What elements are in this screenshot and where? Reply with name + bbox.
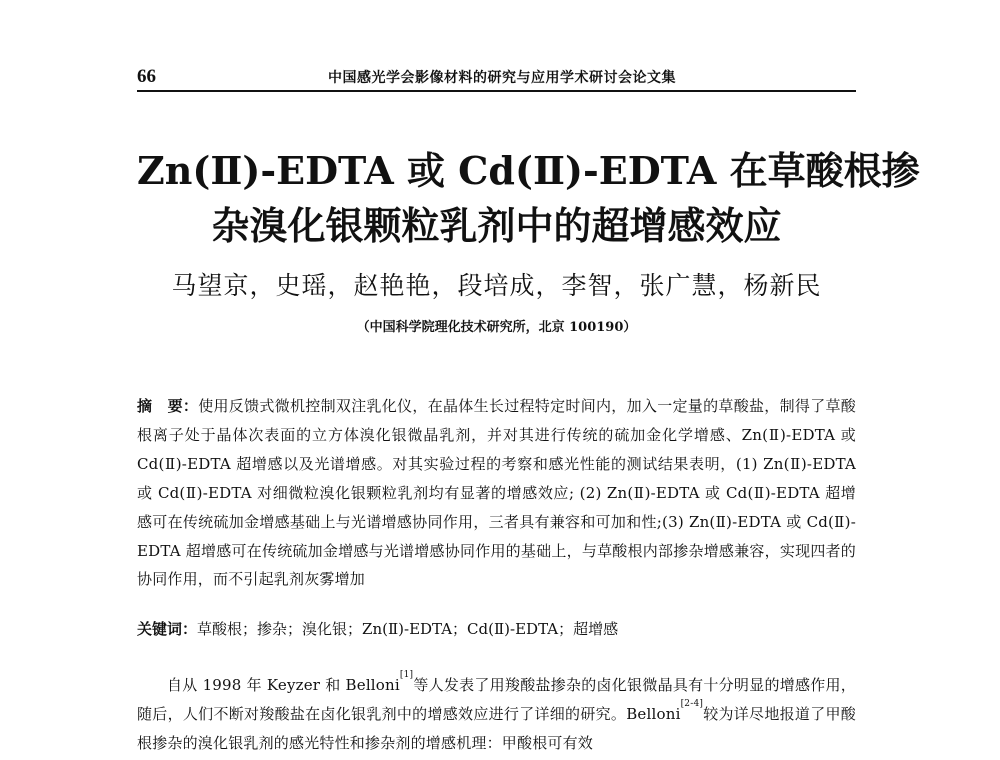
intro-text-2: 等人发表了用羧酸盐掺杂的卤化银微晶具有十分明显的增感作用，随后，人们不断对羧酸盐在卤化银乳剂中的增感效应进行了详细的研究。Belloni (137, 676, 856, 723)
citation-ref-2: [2-4] (680, 699, 704, 709)
abstract-label: 摘 要： (137, 397, 199, 415)
citation-ref-1: [1] (399, 670, 414, 680)
paper-title-line-2: 杂溴化银颗粒乳剂中的超增感效应 (211, 203, 782, 248)
intro-text-3: 较为详尽地报道了甲酸根掺杂的溴化银乳剂的感光特性和掺杂剂的增感机理：甲酸根可有效 (137, 705, 856, 752)
abstract (137, 392, 856, 594)
intro-text-1: 自从 1998 年 Keyzer 和 Belloni (167, 676, 400, 694)
page-number: 66 (137, 66, 156, 87)
header-rule (137, 90, 856, 92)
keywords-text: 草酸根；掺杂；溴化银；Zn(Ⅱ)-EDTA；Cd(Ⅱ)-EDTA；超增感 (197, 620, 619, 638)
keywords-label: 关键词： (137, 620, 198, 638)
abstract-text: 使用反馈式微机控制双注乳化仪，在晶体生长过程特定时间内，加入一定量的草酸盐，制得了草酸根离子处于晶体次表面的立方体溴化银微晶乳剂，并对其进行传统的硫加金化学增感、Zn(Ⅱ)-EDTA 或 Cd(Ⅱ)-EDTA 超增感以及光谱增感。对其实验过程的考察和感光性能的测试结果表明，(1) Zn(Ⅱ)-EDTA 或 Cd(Ⅱ)-EDTA 对细微粒溴化银颗粒乳剂均有显著的增感效应; (2) Zn(Ⅱ)-EDTA 或 Cd(Ⅱ)-EDTA 超增感可在传统硫加金增感基础上与光谱增感协同作用，三者具有兼容和可加和性;(3) Zn(Ⅱ)-EDTA 或 Cd(Ⅱ)-EDTA 超增感可在传统硫加金增感与光谱增感协同作用的基础上，与草酸根内部掺杂增感兼容，实现四者的协同作用，而不引起乳剂灰雾增加 (137, 397, 856, 589)
affiliation: （中国科学院理化技术研究所，北京 100190） (356, 320, 637, 335)
keywords (137, 617, 856, 641)
author-list: 马望京，史瑶，赵艳艳，段培成，李智，张广慧，杨新民 (171, 271, 822, 300)
introduction-paragraph (137, 671, 856, 758)
running-header: 中国感光学会影像材料的研究与应用学术研讨会论文集 (328, 70, 676, 86)
paper-title-line-1: Zn(Ⅱ)-EDTA 或 Cd(Ⅱ)-EDTA 在草酸根掺 (137, 148, 920, 193)
